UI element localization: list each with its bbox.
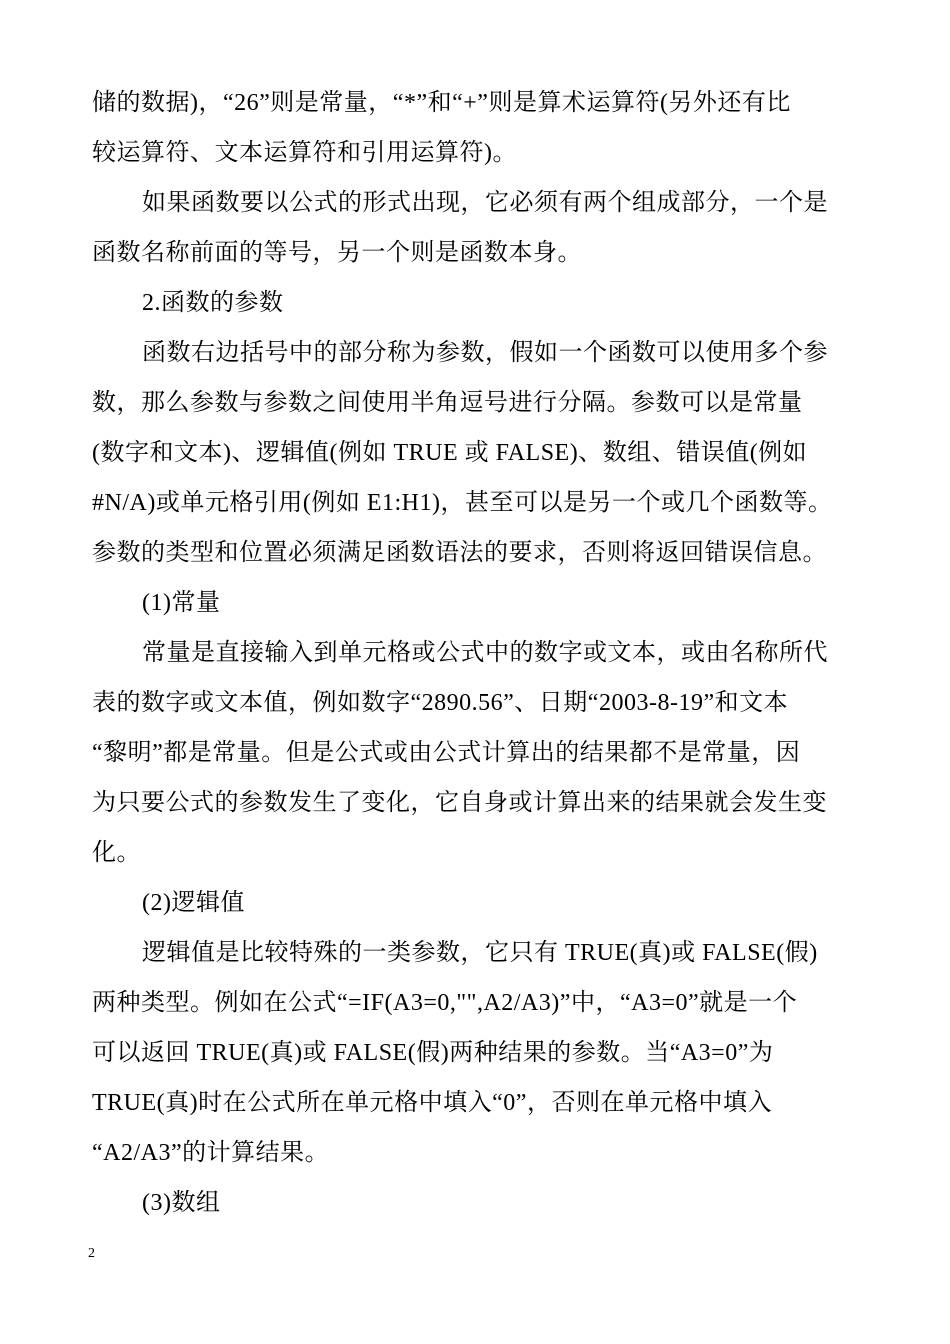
text-line: 较运算符、文本运算符和引用运算符)。 (92, 140, 517, 166)
paragraph-first-line: 函数右边括号中的部分称为参数，假如一个函数可以使用多个参 (142, 340, 828, 366)
subsection-heading: (3)数组 (142, 1190, 221, 1216)
text-line: 参数的类型和位置必须满足函数语法的要求，否则将返回错误信息。 (92, 540, 827, 566)
text-line: “黎明”都是常量。但是公式或由公式计算出的结果都不是常量，因 (92, 740, 801, 766)
section-heading: 2.函数的参数 (142, 290, 284, 316)
text-line: 两种类型。例如在公式“=IF(A3=0,"",A2/A3)”中，“A3=0”就是一个 (92, 990, 798, 1016)
text-line: 化。 (92, 840, 141, 866)
page-body (92, 78, 860, 1228)
paragraph-first-line: 常量是直接输入到单元格或公式中的数字或文本，或由名称所代 (142, 640, 828, 666)
subsection-heading: (1)常量 (142, 590, 221, 616)
text-line: (数字和文本)、逻辑值(例如 TRUE 或 FALSE)、数组、错误值(例如 (92, 440, 808, 466)
paragraph-first-line: 逻辑值是比较特殊的一类参数，它只有 TRUE(真)或 FALSE(假) (142, 940, 818, 966)
page-number: 2 (88, 1246, 95, 1261)
text-line: 数，那么参数与参数之间使用半角逗号进行分隔。参数可以是常量 (92, 390, 803, 416)
text-line: 储的数据)，“26”则是常量，“*”和“+”则是算术运算符(另外还有比 (92, 90, 791, 116)
text-line: “A2/A3”的计算结果。 (92, 1140, 330, 1166)
paragraph-first-line: 如果函数要以公式的形式出现，它必须有两个组成部分，一个是 (142, 190, 828, 216)
text-line: 函数名称前面的等号，另一个则是函数本身。 (92, 240, 582, 266)
text-line: 表的数字或文本值，例如数字“2890.56”、日期“2003-8-19”和文本 (92, 690, 789, 716)
text-line: 为只要公式的参数发生了变化，它自身或计算出来的结果就会发生变 (92, 790, 827, 816)
subsection-heading: (2)逻辑值 (142, 890, 245, 916)
text-line: #N/A)或单元格引用(例如 E1:H1)，甚至可以是另一个或几个函数等。 (92, 490, 833, 516)
text-line: TRUE(真)时在公式所在单元格中填入“0”，否则在单元格中填入 (92, 1090, 772, 1116)
text-line: 可以返回 TRUE(真)或 FALSE(假)两种结果的参数。当“A3=0”为 (92, 1040, 774, 1066)
